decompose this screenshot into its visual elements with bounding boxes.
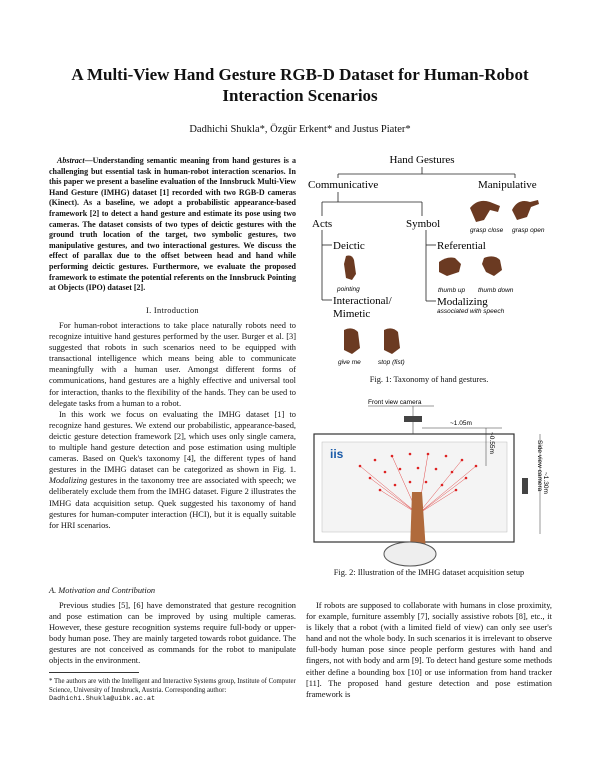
motivation-paragraph: Previous studies [5], [6] have demonstrated that gesture recognition and pose estimation can be improved by using multiple cameras. However, these gesture recognition systems require full-body or upper-body human pose. They are mainly targeted towards robot guidance. The gestures are not conceived as commands for the robot to manipulate objects in the environment.: [49, 601, 296, 666]
right-paragraph: If robots are supposed to collaborate with humans in close proximity, for example, furniture assembly [7], socially assistive robots [8], etc., it is likely that a robot (with a limited field of view) can only see user's hand and not the whole body. In such scenarios it is irrelevant to observe full-body human pose since people perform gestures with hand and fingers, not with body and arm [9]. To detect hand gesture some methods either define a bounding box [10] or use information from hand tracker [11]. The proposed hand gesture detection and pose estimation framework is: [306, 601, 552, 699]
label-pointing: pointing: [337, 286, 360, 293]
intro-paragraph-1: For human-robot interactions to take place naturally robots need to recognize intuitive hand gestures performed by the user. Burger et al. [3] suggested that robots in such scenarios need to be equipped with transactional intelligence which means being able to communicate meaningfully with a human user. Amongst different forms of communications, hand gestures are a highly effective and universal tool for interaction, thanks to the flexibility of the hands. They can be used to delegate tasks from a human to a robot.: [49, 321, 296, 408]
abstract: Abstract—Understanding semantic meaning from hand gestures is a challenging but essential task in human-robot interaction scenarios. In this paper we present a baseline evaluation of the Innsbruck Multi-View Hand Gesture (IMHG) dataset [1] recorded with two RGB-D cameras (Kinect). As a baseline, we adopt a probabilistic appearance-based framework [2] to detect a hand gesture and estimate its pose using two cameras. The dataset consists of two types of deictic gestures with the ground truth location of the target, two symbolic gestures, two manipulative gestures, and two interactional gestures. We discuss the effect of parallax due to the offset between head and hand while performing deictic gestures. Furthermore, we evaluate the proposed framework to estimate the potential referents on the Innsbruck Pointing at Objects (IPO) dataset [2].: [49, 156, 296, 293]
intro-p2-italic: Modalizing: [49, 476, 88, 486]
footnote: [49, 678, 296, 704]
side-camera-label: Side view camera: [536, 440, 543, 492]
intro-paragraph-2: [49, 409, 296, 531]
author-email[interactable]: Dadhichi.Shukla@uibk.ac.at: [49, 695, 156, 704]
thumb-down-icon: [482, 256, 502, 276]
user-head: [384, 542, 436, 566]
label-give-me: give me: [338, 359, 361, 366]
taxonomy-mimetic: Mimetic: [333, 308, 371, 320]
taxonomy-modalizing: Modalizing: [437, 296, 488, 308]
thumb-up-icon: [439, 258, 461, 277]
figure-2-caption: Fig. 2: Illustration of the IMHG dataset acquisition setup: [333, 568, 525, 577]
figure-1-taxonomy: [300, 150, 560, 390]
distance-3: ~1.30m: [542, 472, 549, 494]
label-thumb-down: thumb down: [478, 287, 514, 294]
authors: Dadhichi Shukla*, Özgür Erkent* and Justus Piater*: [189, 124, 411, 135]
front-camera-icon: [404, 416, 422, 422]
taxonomy-symbol: Symbol: [406, 218, 441, 230]
abstract-label: Abstract: [57, 156, 85, 165]
intro-p2-a: In this work we focus on evaluating the IMHG dataset [1] to recognize hand gestures. We extend our probabilistic, appearance-based, deictic gesture detection framework [2], which uses only single camera, to multiple hand gesture detection and pose estimation using multiple cameras. Based on Quek's taxonomy [4], the different types of hand gestures in the IMHG dataset can be categorized as shown in Fig. 1.: [49, 409, 296, 475]
taxonomy-deictic: Deictic: [333, 240, 365, 252]
intro-text: [49, 320, 296, 531]
motivation-text: [49, 600, 296, 667]
taxonomy-interactional: Interactional/: [333, 295, 392, 307]
grasp-open-icon: [512, 200, 539, 220]
taxonomy-acts: Acts: [312, 218, 333, 230]
taxonomy-referential: Referential: [437, 240, 486, 252]
label-grasp-close: grasp close: [470, 227, 504, 234]
grasp-close-icon: [470, 201, 500, 222]
figure-1-caption: Fig. 1: Taxonomy of hand gestures.: [369, 375, 489, 384]
side-camera-icon: [522, 478, 528, 494]
front-camera-label: Front view camera: [368, 399, 422, 406]
give-me-icon: [344, 328, 360, 354]
label-grasp-open: grasp open: [512, 227, 545, 234]
iis-logo: iis: [330, 447, 344, 461]
label-thumb-up: thumb up: [438, 287, 466, 294]
taxonomy-root: Hand Gestures: [389, 154, 455, 166]
intro-p2-b: gestures in the taxonomy tree are associated with speech; we deliberately exclude them from the IMHG dataset. Figure 2 illustrates the IMHG data acquisition setup. Quek suggested his taxonomy of hand gestures for human-computer interaction (HCI), but it is equally suitable for HRI scenarios.: [49, 476, 296, 530]
footnote-text: * The authors are with the Intelligent and Interactive Systems group, Institute of Computer Science, University of Innsbruck, Austria. Corresponding author:: [49, 678, 296, 694]
figure-2-setup: [300, 394, 560, 570]
subsection-motivation: A. Motivation and Contribution: [49, 586, 156, 595]
stop-fist-icon: [384, 328, 400, 354]
abstract-text: Understanding semantic meaning from hand gestures is a challenging but essential task in human-robot interaction scenarios. In this paper we present a baseline evaluation of the Innsbruck Multi-View Hand Gesture (IMHG) dataset [1] recorded with two RGB-D cameras (Kinect). As a baseline, we adopt a probabilistic appearance-based framework [2] to detect a hand gesture and estimate its pose using two cameras. The dataset consists of two types of deictic gestures with the ground truth location of the target, two symbolic gestures, two manipulative gestures, and two interactional gestures. We discuss the effect of parallax due to the offset between head and hand while performing deictic gestures. Furthermore, we evaluate the proposed framework to estimate the potential referents on the Innsbruck Pointing at Objects (IPO) dataset [2].: [49, 156, 296, 293]
distance-1: ~1.05m: [450, 420, 472, 427]
right-column-text: [306, 600, 552, 700]
pointing-hand-icon: [344, 256, 356, 281]
taxonomy-communicative: Communicative: [308, 179, 379, 191]
section-introduction: I. Introduction: [146, 306, 199, 315]
label-stop-fist: stop (fist): [378, 359, 405, 366]
paper-title: A Multi-View Hand Gesture RGB-D Dataset for Human-Robot Interaction Scenarios: [71, 65, 529, 105]
taxonomy-manipulative: Manipulative: [478, 179, 537, 191]
label-associated-speech: associated with speech: [437, 308, 505, 315]
footnote-rule: [49, 672, 139, 673]
distance-2: ~0.55m: [488, 432, 495, 454]
